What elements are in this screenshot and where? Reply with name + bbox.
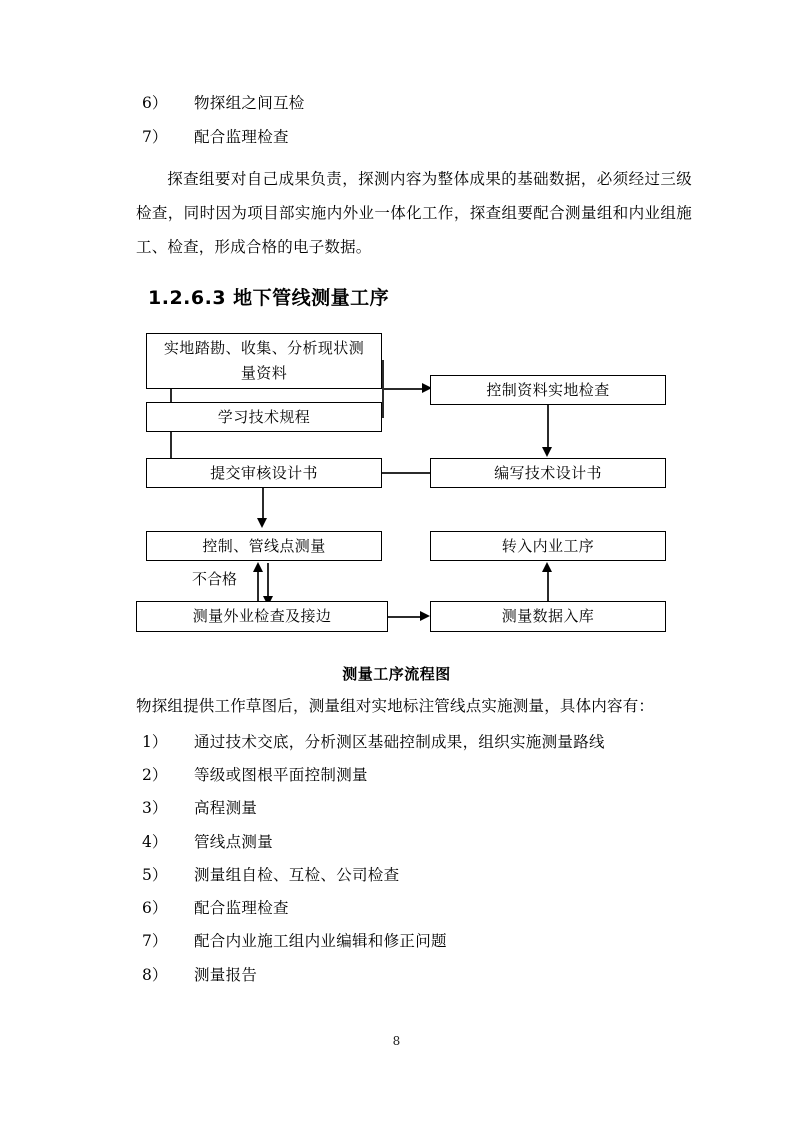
list-item-text: 测量报告: [194, 966, 258, 984]
flow-node-control-data-check: 控制资料实地检查: [430, 375, 666, 405]
flow-node-control-measure: 控制、管线点测量: [146, 531, 382, 561]
arrowhead-to-write-design: [542, 447, 552, 457]
list-item-number: 7）: [142, 932, 168, 950]
list-item-text: 测量组自检、互检、公司检查: [194, 866, 400, 884]
list-item: [142, 768, 368, 784]
flow-node-study-spec: 学习技术规程: [146, 402, 382, 432]
arrowhead-to-transfer-inner: [542, 562, 552, 572]
flow-node-survey-collect: 实地踏勘、收集、分析现状测量资料: [146, 333, 382, 389]
list-item: [142, 901, 289, 917]
connector-bracket-vertical: [382, 360, 384, 418]
list-item-number: 3）: [142, 799, 168, 817]
connector-survey-to-study: [170, 389, 172, 402]
list-item-number: 7）: [142, 128, 168, 146]
flow-node-transfer-inner: 转入内业工序: [430, 531, 666, 561]
connector-data-import-to-transfer-inner: [547, 570, 549, 602]
list-item-number: 1）: [142, 733, 168, 751]
arrowhead-to-control-measure: [257, 518, 267, 528]
page-number: 8: [392, 1034, 401, 1048]
list-item-text: 物探组之间互检: [194, 94, 305, 112]
list-item: [142, 934, 447, 950]
list-item: [142, 801, 257, 817]
list-item-number: 6）: [142, 94, 168, 112]
list-item: [142, 868, 399, 884]
list-item-text: 高程测量: [194, 799, 258, 817]
paragraph-text: 探查组要对自己成果负责，探测内容为整体成果的基础数据，必须经过三级检查，同时因为项目部实施内外业一体化工作，探查组要配合测量组和内业组施工、检查，形成合格的电子数据。: [136, 170, 692, 256]
connector-control-check-to-write-design: [547, 405, 549, 447]
connector-field-check-to-data-import: [388, 616, 422, 618]
connector-submit-to-control-measure: [262, 488, 264, 520]
list-item-text: 配合监理检查: [194, 899, 289, 917]
flowchart-caption: 测量工序流程图: [342, 665, 451, 683]
connector-submit-to-write-design: [382, 472, 430, 474]
list-item-number: 5）: [142, 866, 168, 884]
list-item-text: 等级或图根平面控制测量: [194, 766, 368, 784]
arrowhead-to-control-data-check: [422, 383, 432, 393]
list-item-number: 2）: [142, 766, 168, 784]
list-item-text: 管线点测量: [194, 833, 274, 851]
arrowhead-unqualified-down: [263, 596, 273, 606]
connector-control-measure-to-field-check: [267, 563, 269, 599]
flow-node-submit-review: 提交审核设计书: [146, 458, 382, 488]
arrowhead-to-data-import: [420, 611, 430, 621]
page-title: 1.2.6.3 地下管线测量工序: [148, 287, 390, 309]
list-item-number: 8）: [142, 966, 168, 984]
flow-node-data-import: 测量数据入库: [430, 601, 666, 632]
list-item: [142, 96, 305, 112]
list-item-number: 4）: [142, 833, 168, 851]
list-item-number: 6）: [142, 899, 168, 917]
connector-field-check-to-control-measure: [257, 566, 259, 602]
paragraph-explanation: [136, 162, 692, 264]
list-item: [142, 735, 605, 751]
list-item: [142, 968, 257, 984]
flow-node-write-design: 编写技术设计书: [430, 458, 666, 488]
flow-node-field-check: 测量外业检查及接边: [136, 601, 388, 632]
list-item: [142, 835, 273, 851]
flow-edge-label-unqualified: 不合格: [192, 570, 238, 588]
connector-bracket-to-control-check: [382, 388, 424, 390]
arrowhead-unqualified-up: [253, 562, 263, 572]
paragraph-measurement-intro: 物探组提供工作草图后，测量组对实地标注管线点实施测量，具体内容有：: [136, 697, 655, 715]
list-item-text: 配合监理检查: [194, 128, 289, 146]
list-item-text: 配合内业施工组内业编辑和修正问题: [194, 932, 447, 950]
connector-study-to-submit: [170, 432, 172, 458]
list-item-text: 通过技术交底，分析测区基础控制成果，组织实施测量路线: [194, 733, 605, 751]
list-item: [142, 130, 289, 146]
